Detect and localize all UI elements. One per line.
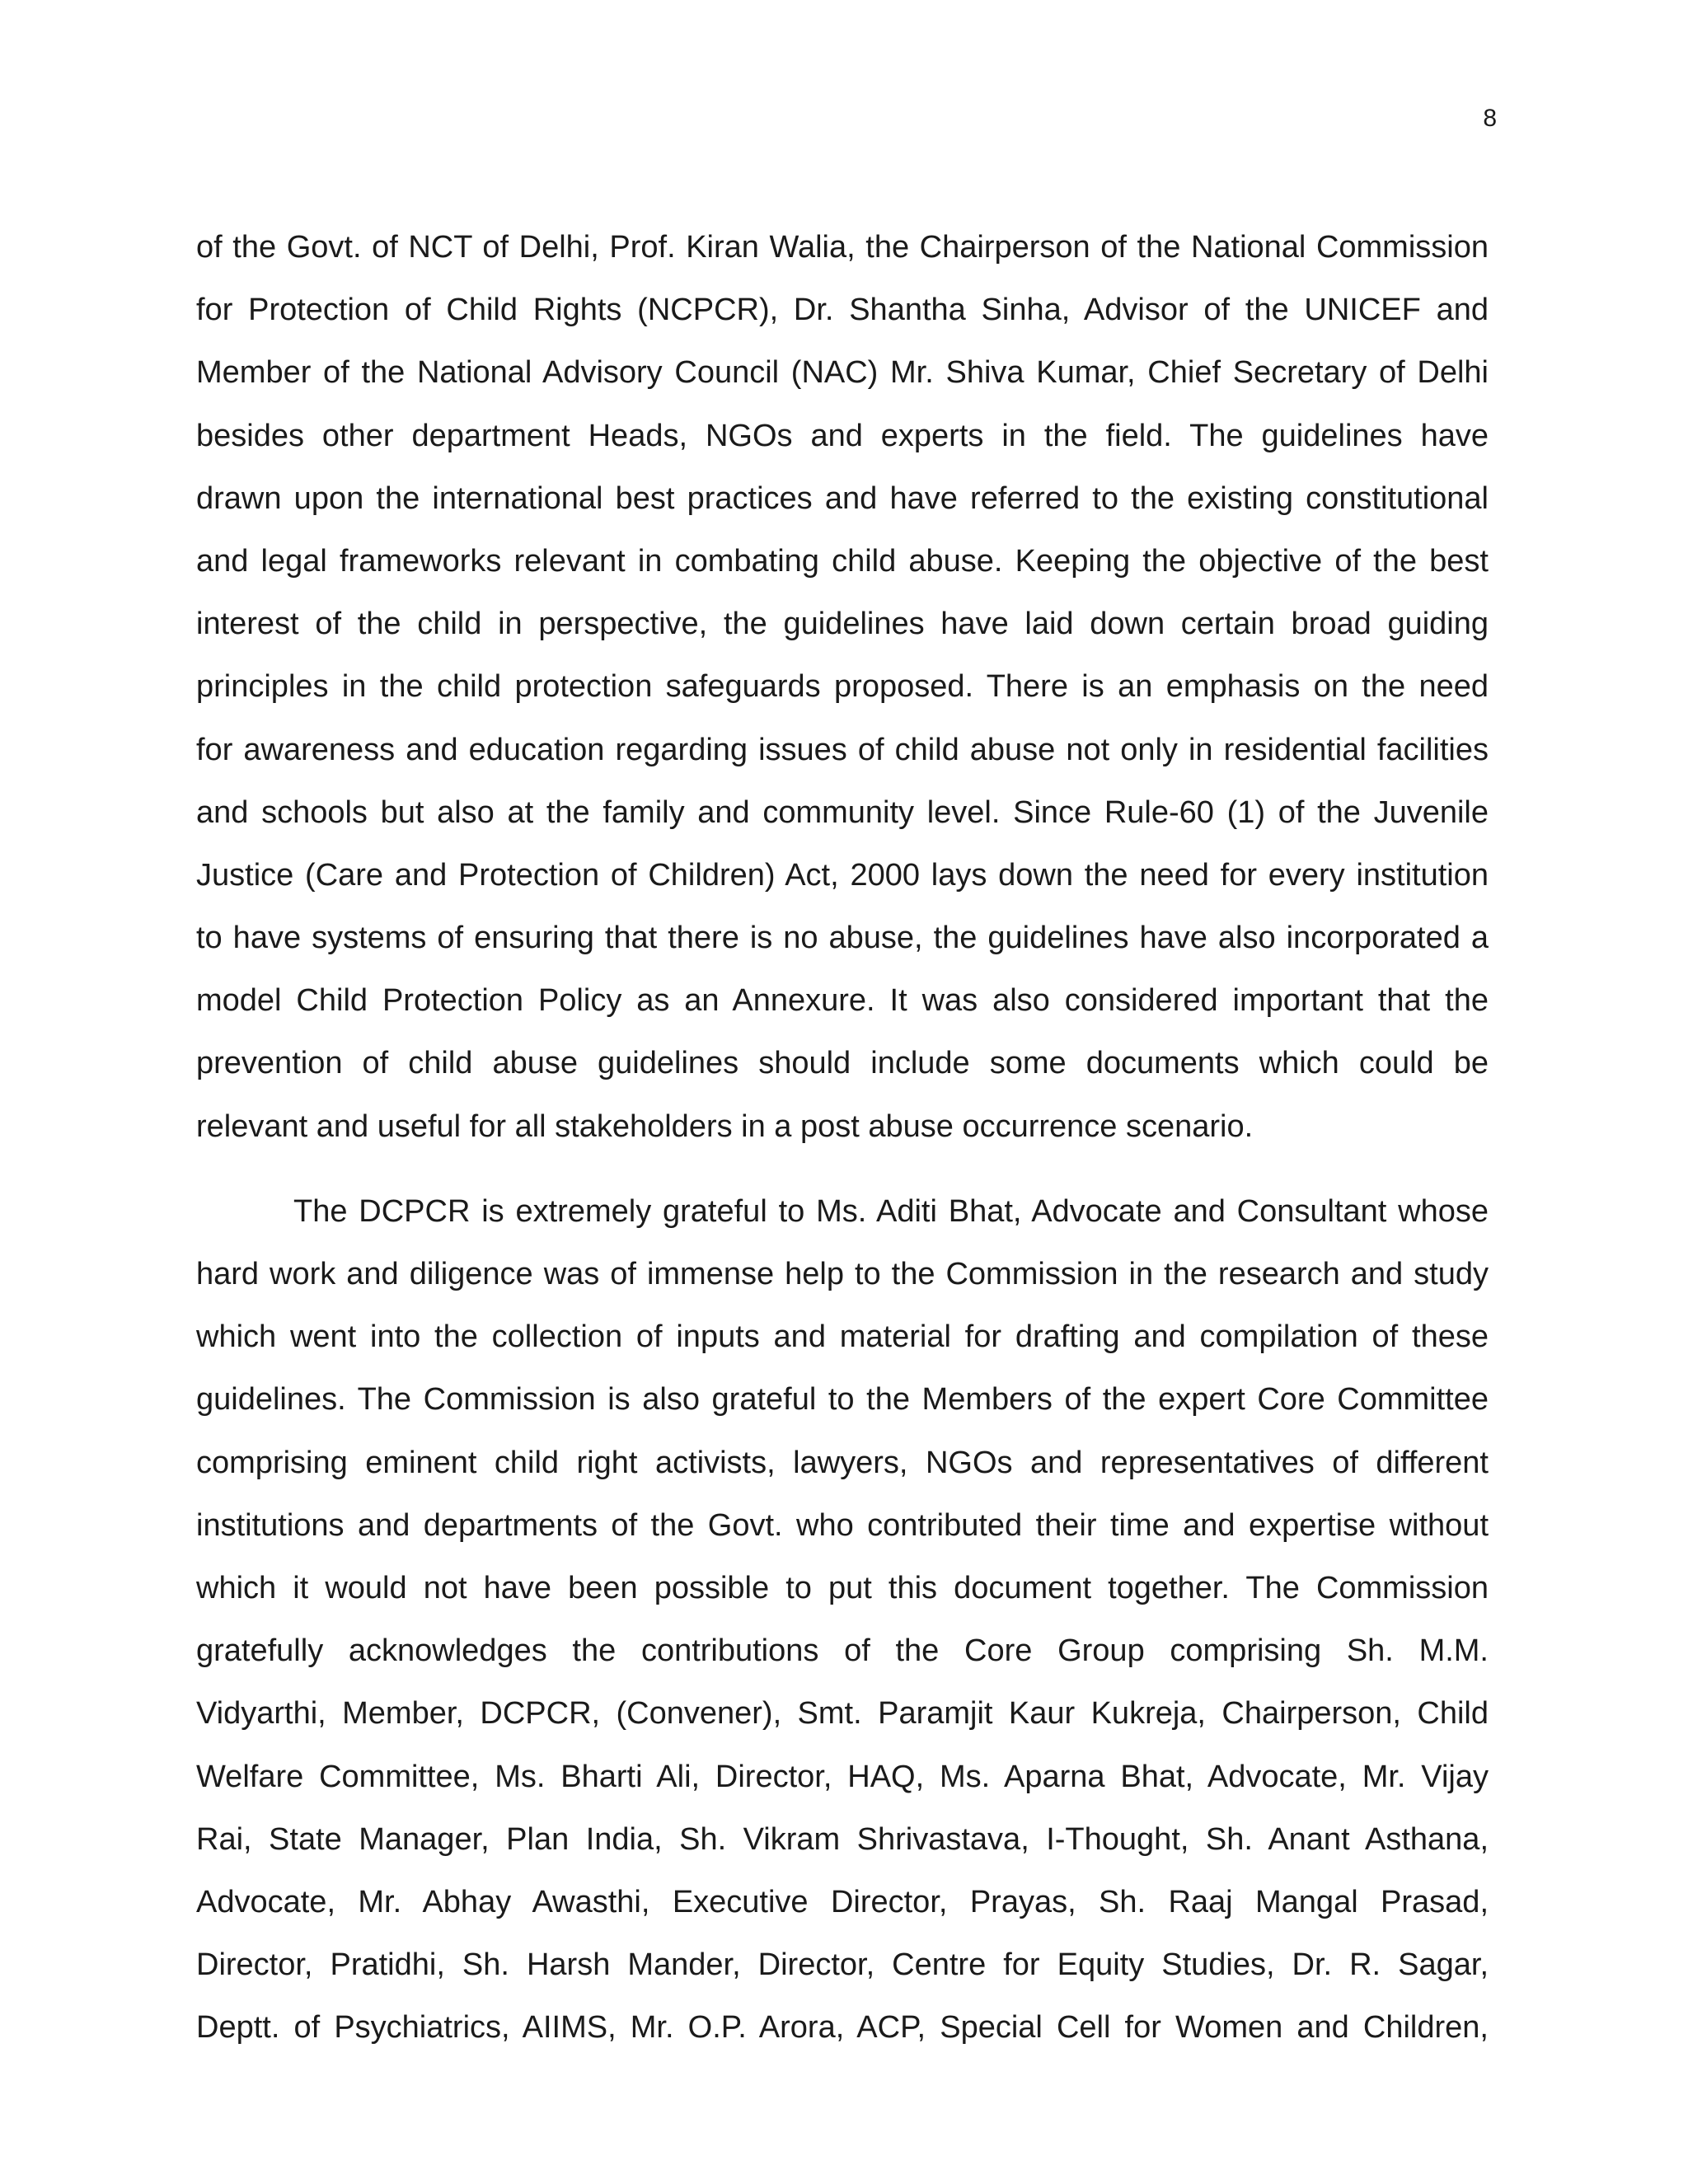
text-line: and legal frameworks relevant in combating child abuse. Keeping the objective of the best: [196, 543, 1489, 579]
text-line: Advocate, Mr. Abhay Awasthi, Executive Director, Prayas, Sh. Raaj Mangal Prasad,: [196, 1884, 1489, 1919]
text-line: institutions and departments of the Govt. who contributed their time and expertise without: [196, 1507, 1489, 1543]
text-line: of the Govt. of NCT of Delhi, Prof. Kiran Walia, the Chairperson of the National Commission: [196, 230, 1489, 265]
text-line: guidelines. The Commission is also grateful to the Members of the expert Core Committee: [196, 1382, 1489, 1418]
text-line: Welfare Committee, Ms. Bharti Ali, Director, HAQ, Ms. Aparna Bhat, Advocate, Mr. Vijay: [196, 1759, 1489, 1794]
text-line: besides other department Heads, NGOs and experts in the field. The guidelines have: [196, 418, 1489, 453]
text-line: The DCPCR is extremely grateful to Ms. Aditi Bhat, Advocate and Consultant whose: [293, 1193, 1489, 1229]
text-line: which it would not have been possible to put this document together. The Commission: [196, 1570, 1489, 1605]
text-line: principles in the child protection safeguards proposed. There is an emphasis on the need: [196, 669, 1489, 705]
paragraph-continuation: [196, 216, 1489, 1158]
paragraph-acknowledgements: [196, 1180, 1489, 2060]
text-line: Justice (Care and Protection of Children) Act, 2000 lays down the need for every institution: [196, 857, 1489, 893]
text-line: Deptt. of Psychiatrics, AIIMS, Mr. O.P. Arora, ACP, Special Cell for Women and Children,: [196, 2010, 1489, 2046]
text-line: Member of the National Advisory Council (NAC) Mr. Shiva Kumar, Chief Secretary of Delhi: [196, 355, 1489, 391]
text-line: drawn upon the international best practices and have referred to the existing constitutional: [196, 480, 1489, 516]
text-line: Director, Pratidhi, Sh. Harsh Mander, Director, Centre for Equity Studies, Dr. R. Sagar,: [196, 1947, 1489, 1983]
body-text: [196, 216, 1489, 2059]
page-number: 8: [1483, 105, 1497, 132]
text-line: Vidyarthi, Member, DCPCR, (Convener), Smt. Paramjit Kaur Kukreja, Chairperson, Child: [196, 1696, 1489, 1732]
text-line: model Child Protection Policy as an Annexure. It was also considered important that the: [196, 983, 1489, 1019]
text-line: prevention of child abuse guidelines should include some documents which could be: [196, 1046, 1489, 1081]
text-line: comprising eminent child right activists, lawyers, NGOs and representatives of different: [196, 1445, 1489, 1480]
text-line: for awareness and education regarding issues of child abuse not only in residential facilities: [196, 732, 1489, 767]
text-line: which went into the collection of inputs and material for drafting and compilation of these: [196, 1319, 1489, 1355]
paragraph-spacer: [196, 1158, 1489, 1180]
text-line: hard work and diligence was of immense help to the Commission in the research and study: [196, 1257, 1489, 1291]
text-line: to have systems of ensuring that there is no abuse, the guidelines have also incorporated a: [196, 921, 1489, 956]
text-line: Rai, State Manager, Plan India, Sh. Vikram Shrivastava, I-Thought, Sh. Anant Asthana,: [196, 1821, 1489, 1857]
text-line: gratefully acknowledges the contributions of the Core Group comprising Sh. M.M.: [196, 1633, 1489, 1669]
text-line: relevant and useful for all stakeholders in a post abuse occurrence scenario.: [196, 1108, 1254, 1144]
text-line: for Protection of Child Rights (NCPCR), Dr. Shantha Sinha, Advisor of the UNICEF and: [196, 293, 1489, 328]
text-line: and schools but also at the family and community level. Since Rule-60 (1) of the Juvenile: [196, 794, 1489, 830]
text-line: interest of the child in perspective, the guidelines have laid down certain broad guiding: [196, 607, 1489, 642]
